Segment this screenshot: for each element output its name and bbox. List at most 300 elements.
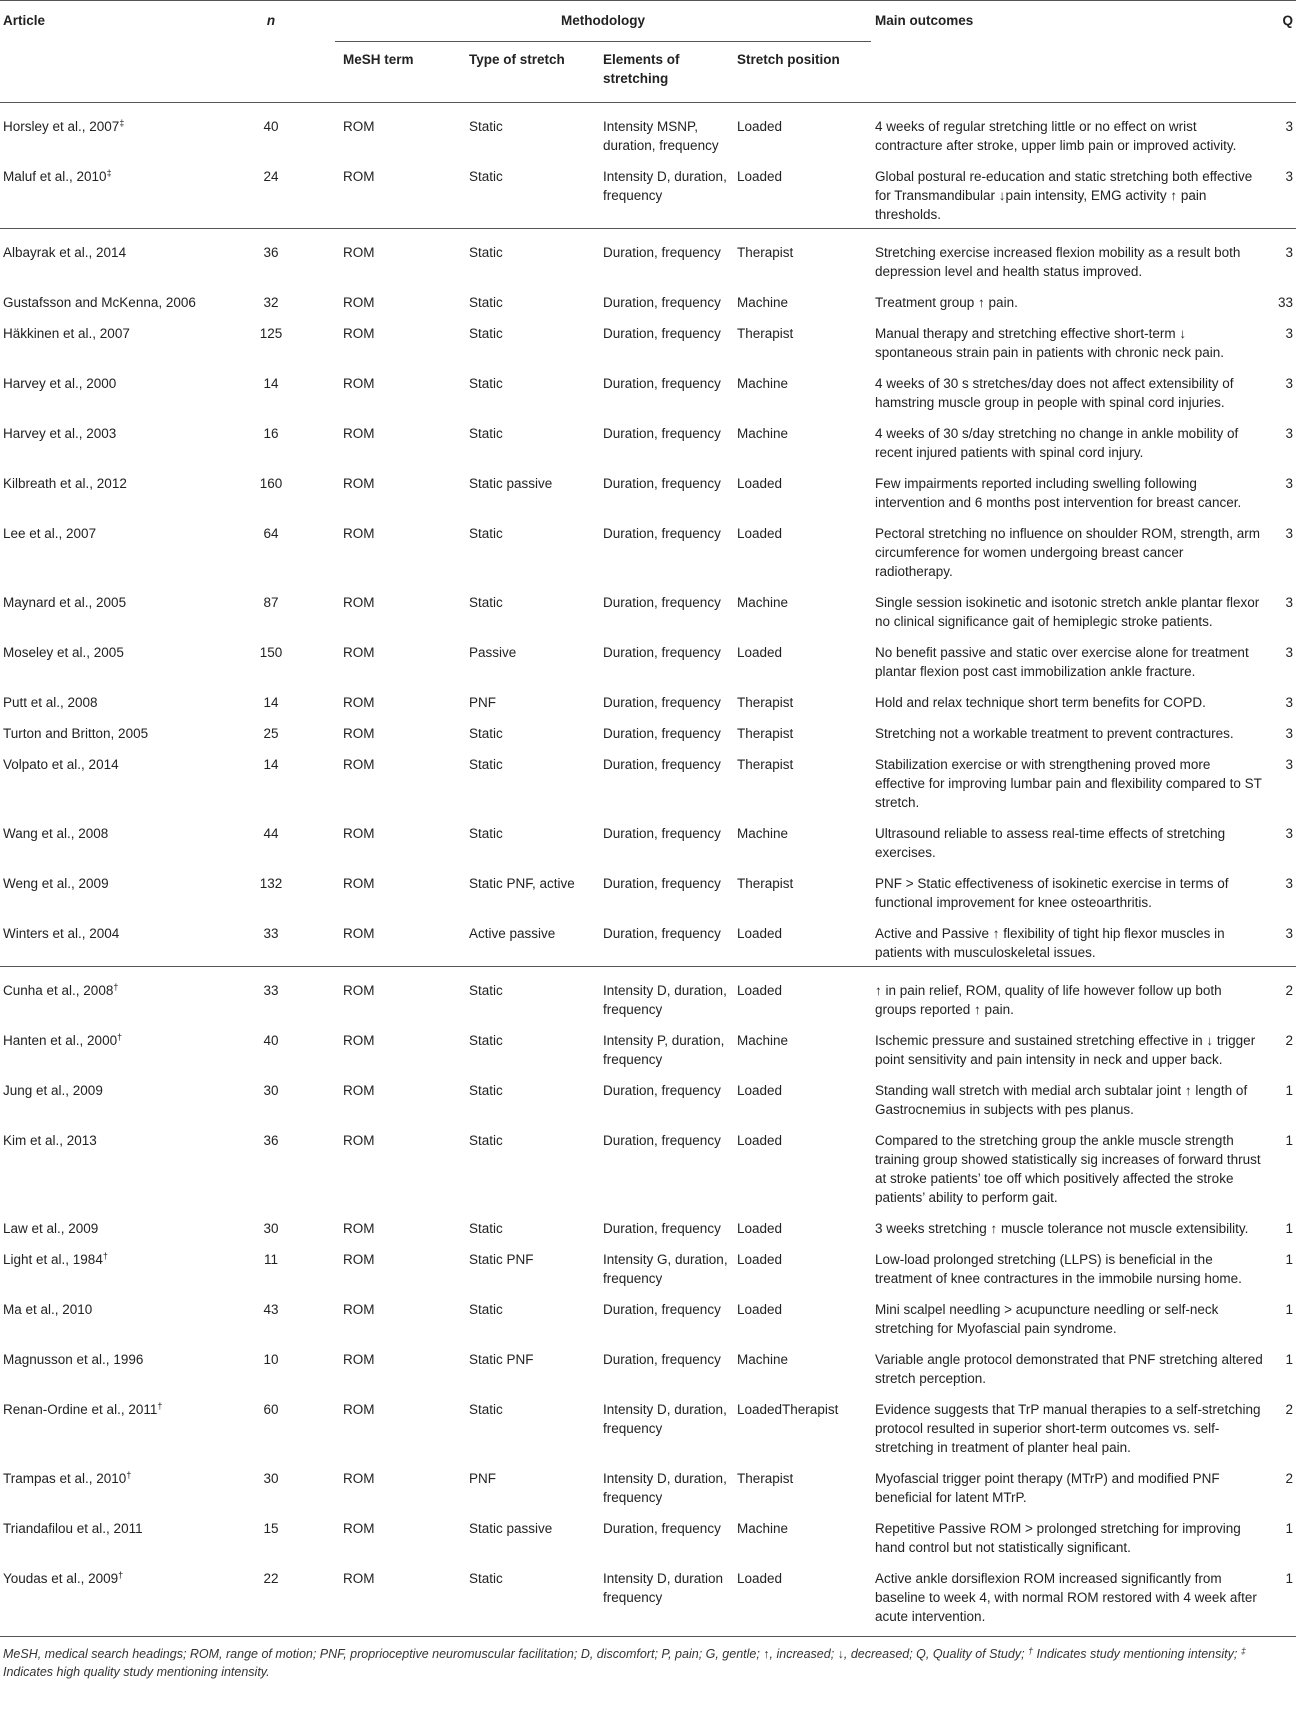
- cell-article-text: Magnusson et al., 1996: [3, 1352, 144, 1367]
- cell-quality-text: 2: [1285, 1033, 1293, 1048]
- cell-stretch-position-text: Loaded: [737, 926, 783, 941]
- cell-n-text: 14: [263, 695, 279, 710]
- cell-main-outcome: [871, 1242, 1263, 1292]
- cell-n-text: 40: [263, 119, 279, 134]
- intensity-mark: †: [126, 1470, 132, 1480]
- cell-quality: [1263, 716, 1296, 747]
- table-row: [0, 516, 1296, 585]
- table-row: [0, 229, 1296, 286]
- table-row: [0, 1342, 1296, 1392]
- cell-quality: [1263, 1242, 1296, 1292]
- cell-elements-text: Duration, frequency: [603, 1521, 721, 1536]
- cell-elements: [603, 916, 737, 967]
- cell-n-text: 36: [263, 1133, 279, 1148]
- cell-elements: [603, 816, 737, 866]
- cell-quality: [1263, 866, 1296, 916]
- cell-quality-text: 2: [1285, 1402, 1293, 1417]
- cell-n-text: 15: [263, 1521, 279, 1536]
- cell-quality: [1263, 366, 1296, 416]
- cell-main-outcome: [871, 103, 1263, 160]
- cell-elements: [603, 1342, 737, 1392]
- cell-stretch-position: [737, 685, 871, 716]
- cell-n: [221, 1511, 335, 1561]
- cell-elements: [603, 967, 737, 1024]
- cell-main-outcome-text: Pectoral stretching no influence on shoulder ROM, strength, arm circumference for women undergoing breast cancer radiotherapy.: [875, 526, 1260, 579]
- cell-quality: [1263, 816, 1296, 866]
- cell-stretch-position-text: LoadedTherapist: [737, 1402, 839, 1417]
- cell-stretch-position: [737, 1461, 871, 1511]
- cell-quality-text: 2: [1285, 1471, 1293, 1486]
- cell-quality: [1263, 516, 1296, 585]
- cell-type-of-stretch: [469, 1211, 603, 1242]
- cell-n-text: 32: [263, 295, 279, 310]
- cell-stretch-position: [737, 1292, 871, 1342]
- cell-n-text: 44: [263, 826, 279, 841]
- cell-elements-text: Duration, frequency: [603, 645, 721, 660]
- cell-article: [0, 916, 221, 967]
- cell-type-of-stretch-text: Passive: [469, 645, 517, 660]
- cell-n: [221, 1461, 335, 1511]
- cell-n: [221, 466, 335, 516]
- cell-elements-text: Duration, frequency: [603, 1302, 721, 1317]
- cell-type-of-stretch: [469, 585, 603, 635]
- cell-type-of-stretch-text: Static: [469, 295, 503, 310]
- cell-main-outcome: [871, 685, 1263, 716]
- cell-main-outcome: [871, 1073, 1263, 1123]
- cell-stretch-position-text: Loaded: [737, 1571, 783, 1586]
- cell-mesh-term: [335, 967, 469, 1024]
- cell-quality: [1263, 916, 1296, 967]
- table-row: [0, 416, 1296, 466]
- cell-quality-text: 2: [1285, 983, 1293, 998]
- cell-mesh-term-text: ROM: [343, 245, 375, 260]
- cell-elements-text: Intensity G, duration, frequency: [603, 1252, 728, 1286]
- cell-type-of-stretch: [469, 103, 603, 160]
- cell-type-of-stretch-text: Static: [469, 757, 503, 772]
- cell-stretch-position: [737, 159, 871, 229]
- cell-mesh-term-text: ROM: [343, 826, 375, 841]
- footnote-dagger-mark: †: [1028, 1646, 1034, 1656]
- cell-mesh-term-text: ROM: [343, 476, 375, 491]
- cell-quality-text: 3: [1285, 245, 1293, 260]
- cell-quality: [1263, 229, 1296, 286]
- cell-main-outcome: [871, 1561, 1263, 1637]
- cell-mesh-term-text: ROM: [343, 876, 375, 891]
- cell-elements: [603, 1392, 737, 1461]
- cell-main-outcome-text: PNF > Static effectiveness of isokinetic exercise in terms of functional improvement for knee osteoarthritis.: [875, 876, 1229, 910]
- footnote-ddagger-text: Indicates high quality study mentioning intensity.: [3, 1665, 270, 1679]
- cell-stretch-position-text: Loaded: [737, 476, 783, 491]
- cell-type-of-stretch: [469, 1392, 603, 1461]
- cell-quality: [1263, 1023, 1296, 1073]
- cell-main-outcome: [871, 916, 1263, 967]
- cell-article: [0, 466, 221, 516]
- table-row: [0, 816, 1296, 866]
- cell-mesh-term-text: ROM: [343, 295, 375, 310]
- cell-stretch-position-text: Therapist: [737, 695, 794, 710]
- cell-main-outcome: [871, 585, 1263, 635]
- cell-n-text: 40: [263, 1033, 279, 1048]
- cell-mesh-term-text: ROM: [343, 1471, 375, 1486]
- cell-main-outcome: [871, 747, 1263, 816]
- cell-stretch-position: [737, 466, 871, 516]
- cell-n: [221, 416, 335, 466]
- cell-type-of-stretch-text: Static: [469, 595, 503, 610]
- cell-quality-text: 1: [1285, 1252, 1293, 1267]
- cell-article-text: Trampas et al., 2010: [3, 1471, 127, 1486]
- cell-article-text: Horsley et al., 2007: [3, 119, 120, 134]
- cell-type-of-stretch-text: Static: [469, 326, 503, 341]
- cell-stretch-position: [737, 316, 871, 366]
- cell-main-outcome: [871, 967, 1263, 1024]
- table-row: [0, 967, 1296, 1024]
- cell-type-of-stretch-text: Static: [469, 1033, 503, 1048]
- cell-stretch-position-text: Machine: [737, 1352, 789, 1367]
- cell-type-of-stretch-text: Static: [469, 983, 503, 998]
- table-row: [0, 159, 1296, 229]
- cell-article-text: Cunha et al., 2008: [3, 983, 114, 998]
- cell-quality: [1263, 585, 1296, 635]
- cell-mesh-term: [335, 516, 469, 585]
- cell-elements-text: Duration, frequency: [603, 1133, 721, 1148]
- cell-article: [0, 685, 221, 716]
- cell-elements-text: Duration, frequency: [603, 426, 721, 441]
- table-row: [0, 1511, 1296, 1561]
- cell-article: [0, 967, 221, 1024]
- cell-n: [221, 816, 335, 866]
- cell-type-of-stretch: [469, 1511, 603, 1561]
- cell-stretch-position-text: Therapist: [737, 726, 794, 741]
- cell-stretch-position-text: Machine: [737, 826, 789, 841]
- cell-mesh-term-text: ROM: [343, 645, 375, 660]
- cell-article-text: Hanten et al., 2000: [3, 1033, 118, 1048]
- cell-stretch-position-text: Machine: [737, 1521, 789, 1536]
- cell-article-text: Jung et al., 2009: [3, 1083, 103, 1098]
- cell-type-of-stretch-text: Static: [469, 526, 503, 541]
- cell-quality-text: 3: [1285, 876, 1293, 891]
- cell-type-of-stretch: [469, 1561, 603, 1637]
- table-row: [0, 1023, 1296, 1073]
- cell-article: [0, 747, 221, 816]
- cell-stretch-position: [737, 1342, 871, 1392]
- cell-quality: [1263, 416, 1296, 466]
- table-row: [0, 716, 1296, 747]
- cell-n: [221, 685, 335, 716]
- cell-mesh-term-text: ROM: [343, 926, 375, 941]
- cell-n: [221, 1242, 335, 1292]
- cell-quality-text: 3: [1285, 695, 1293, 710]
- cell-stretch-position-text: Loaded: [737, 1252, 783, 1267]
- cell-n-text: 87: [263, 595, 279, 610]
- cell-mesh-term-text: ROM: [343, 169, 375, 184]
- cell-article: [0, 159, 221, 229]
- cell-stretch-position: [737, 747, 871, 816]
- cell-quality-text: 1: [1285, 1302, 1293, 1317]
- table-row: [0, 466, 1296, 516]
- cell-quality-text: 3: [1285, 645, 1293, 660]
- cell-elements: [603, 1292, 737, 1342]
- cell-main-outcome-text: Stretching not a workable treatment to prevent contractures.: [875, 726, 1234, 741]
- cell-n: [221, 1211, 335, 1242]
- cell-n-text: 14: [263, 757, 279, 772]
- cell-type-of-stretch: [469, 866, 603, 916]
- cell-n: [221, 1561, 335, 1637]
- cell-type-of-stretch-text: Static: [469, 1402, 503, 1417]
- intensity-mark: †: [118, 1570, 124, 1580]
- cell-mesh-term: [335, 1292, 469, 1342]
- cell-quality: [1263, 1461, 1296, 1511]
- intensity-mark: ‡: [119, 118, 125, 128]
- cell-elements: [603, 685, 737, 716]
- cell-main-outcome: [871, 1211, 1263, 1242]
- cell-stretch-position-text: Machine: [737, 376, 789, 391]
- cell-elements-text: Duration, frequency: [603, 1221, 721, 1236]
- table-row: [0, 1461, 1296, 1511]
- cell-n-text: 33: [263, 926, 279, 941]
- cell-elements-text: Duration, frequency: [603, 245, 721, 260]
- cell-quality-text: 3: [1285, 119, 1293, 134]
- cell-elements: [603, 747, 737, 816]
- cell-article: [0, 316, 221, 366]
- cell-stretch-position-text: Machine: [737, 295, 789, 310]
- cell-n-text: 24: [263, 169, 279, 184]
- cell-n-text: 33: [263, 983, 279, 998]
- cell-type-of-stretch-text: Static: [469, 1302, 503, 1317]
- cell-n: [221, 716, 335, 747]
- cell-article-text: Youdas et al., 2009: [3, 1571, 119, 1586]
- cell-article: [0, 285, 221, 316]
- cell-article: [0, 1023, 221, 1073]
- table-row: [0, 1123, 1296, 1211]
- cell-type-of-stretch-text: Static: [469, 426, 503, 441]
- cell-main-outcome-text: 4 weeks of regular stretching little or no effect on wrist contracture after stroke, upper limb pain or improved activity.: [875, 119, 1237, 153]
- cell-mesh-term-text: ROM: [343, 1302, 375, 1317]
- cell-mesh-term-text: ROM: [343, 695, 375, 710]
- cell-type-of-stretch: [469, 967, 603, 1024]
- header-mesh-term: MeSH term: [343, 52, 414, 67]
- cell-main-outcome-text: 3 weeks stretching ↑ muscle tolerance not muscle extensibility.: [875, 1221, 1249, 1236]
- cell-main-outcome-text: Stabilization exercise or with strengthening proved more effective for improving lumbar pain and flexibility compared to ST stretch.: [875, 757, 1262, 810]
- intensity-mark: †: [157, 1401, 163, 1411]
- cell-type-of-stretch-text: Static: [469, 1571, 503, 1586]
- cell-main-outcome-text: No benefit passive and static over exercise alone for treatment plantar flexion post cast immobilization ankle fracture.: [875, 645, 1249, 679]
- header-type-of-stretch: Type of stretch: [469, 52, 565, 67]
- cell-elements: [603, 1073, 737, 1123]
- cell-mesh-term: [335, 1211, 469, 1242]
- cell-mesh-term: [335, 285, 469, 316]
- cell-article-text: Harvey et al., 2003: [3, 426, 117, 441]
- cell-main-outcome-text: Ischemic pressure and sustained stretching effective in ↓ trigger point sensitivity and pain intensity in neck and upper back.: [875, 1033, 1256, 1067]
- cell-n-text: 30: [263, 1221, 279, 1236]
- cell-stretch-position-text: Machine: [737, 595, 789, 610]
- cell-mesh-term: [335, 916, 469, 967]
- cell-main-outcome-text: Hold and relax technique short term benefits for COPD.: [875, 695, 1206, 710]
- cell-article: [0, 816, 221, 866]
- cell-mesh-term: [335, 635, 469, 685]
- cell-n-text: 16: [263, 426, 279, 441]
- cell-elements-text: Duration, frequency: [603, 295, 721, 310]
- cell-n: [221, 103, 335, 160]
- table-row: [0, 866, 1296, 916]
- footnote-dagger-text: Indicates study mentioning intensity;: [1036, 1647, 1238, 1661]
- cell-main-outcome: [871, 1392, 1263, 1461]
- cell-type-of-stretch-text: Static: [469, 826, 503, 841]
- cell-stretch-position: [737, 1511, 871, 1561]
- cell-mesh-term: [335, 747, 469, 816]
- cell-article-text: Volpato et al., 2014: [3, 757, 119, 772]
- cell-main-outcome-text: Global postural re-education and static stretching both effective for Transmandibular ↓pain intensity, EMG activity ↑ pain thresholds.: [875, 169, 1253, 222]
- cell-article-text: Putt et al., 2008: [3, 695, 98, 710]
- cell-stretch-position-text: Loaded: [737, 1133, 783, 1148]
- cell-article: [0, 1392, 221, 1461]
- cell-stretch-position: [737, 1073, 871, 1123]
- cell-elements-text: Duration, frequency: [603, 1083, 721, 1098]
- cell-mesh-term: [335, 1511, 469, 1561]
- cell-stretch-position-text: Loaded: [737, 983, 783, 998]
- footnote-abbreviations: MeSH, medical search headings; ROM, range of motion; PNF, proprioceptive neuromuscular facilitation; D, discomfort; P, pain; G, gentle; ↑, increased; ↓, decreased; Q, Quality of Study;: [3, 1647, 1025, 1661]
- table-header: [0, 1, 1296, 103]
- cell-main-outcome-text: Single session isokinetic and isotonic stretch ankle plantar flexor no clinical significance gait of hemiplegic stroke patients.: [875, 595, 1260, 629]
- cell-article-text: Ma et al., 2010: [3, 1302, 93, 1317]
- cell-elements-text: Intensity MSNP, duration, frequency: [603, 119, 719, 153]
- cell-main-outcome: [871, 1123, 1263, 1211]
- cell-quality: [1263, 159, 1296, 229]
- cell-elements: [603, 416, 737, 466]
- cell-quality-text: 1: [1285, 1083, 1293, 1098]
- cell-article-text: Light et al., 1984: [3, 1252, 103, 1267]
- cell-elements-text: Intensity D, duration, frequency: [603, 1471, 727, 1505]
- cell-stretch-position-text: Loaded: [737, 1221, 783, 1236]
- cell-article-text: Triandafilou et al., 2011: [3, 1521, 143, 1536]
- cell-quality: [1263, 1211, 1296, 1242]
- cell-stretch-position: [737, 1123, 871, 1211]
- intensity-mark: †: [113, 982, 119, 992]
- cell-article: [0, 1242, 221, 1292]
- cell-mesh-term-text: ROM: [343, 1571, 375, 1586]
- cell-stretch-position-text: Loaded: [737, 1083, 783, 1098]
- cell-elements-text: Duration, frequency: [603, 826, 721, 841]
- cell-type-of-stretch-text: Static passive: [469, 1521, 553, 1536]
- cell-stretch-position: [737, 585, 871, 635]
- cell-main-outcome: [871, 635, 1263, 685]
- cell-stretch-position-text: Loaded: [737, 526, 783, 541]
- table-body: [0, 103, 1296, 1637]
- cell-n-text: 11: [263, 1252, 278, 1267]
- cell-elements: [603, 285, 737, 316]
- cell-main-outcome: [871, 1023, 1263, 1073]
- cell-quality: [1263, 685, 1296, 716]
- cell-quality: [1263, 1511, 1296, 1561]
- cell-article: [0, 1561, 221, 1637]
- cell-quality-text: 3: [1285, 326, 1293, 341]
- cell-n-text: 14: [263, 376, 279, 391]
- cell-article-text: Harvey et al., 2000: [3, 376, 117, 391]
- cell-n: [221, 747, 335, 816]
- cell-elements: [603, 516, 737, 585]
- cell-quality-text: 1: [1285, 1221, 1293, 1236]
- cell-quality: [1263, 466, 1296, 516]
- cell-elements-text: Intensity D, duration frequency: [603, 1571, 724, 1605]
- cell-mesh-term: [335, 1023, 469, 1073]
- cell-main-outcome-text: Evidence suggests that TrP manual therapies to a self-stretching protocol resulted in superior short-term outcomes vs. self-stretching in treatment of planter heal pain.: [875, 1402, 1261, 1455]
- cell-elements-text: Duration, frequency: [603, 326, 721, 341]
- cell-elements: [603, 103, 737, 160]
- cell-elements: [603, 1123, 737, 1211]
- table-row: [0, 366, 1296, 416]
- cell-main-outcome-text: 4 weeks of 30 s/day stretching no change in ankle mobility of recent injured patients with spinal cord injury.: [875, 426, 1239, 460]
- cell-mesh-term: [335, 316, 469, 366]
- cell-article: [0, 516, 221, 585]
- cell-type-of-stretch-text: Static PNF: [469, 1352, 534, 1367]
- cell-n-text: 36: [263, 245, 279, 260]
- cell-n: [221, 916, 335, 967]
- cell-stretch-position: [737, 366, 871, 416]
- cell-mesh-term: [335, 816, 469, 866]
- cell-stretch-position-text: Therapist: [737, 245, 794, 260]
- cell-article: [0, 366, 221, 416]
- cell-elements: [603, 1561, 737, 1637]
- cell-stretch-position: [737, 1211, 871, 1242]
- table-footnote: [0, 1637, 1296, 1681]
- cell-quality: [1263, 1292, 1296, 1342]
- cell-main-outcome-text: Ultrasound reliable to assess real-time effects of stretching exercises.: [875, 826, 1226, 860]
- cell-elements: [603, 866, 737, 916]
- cell-article: [0, 103, 221, 160]
- cell-elements-text: Duration, frequency: [603, 926, 721, 941]
- cell-stretch-position: [737, 1561, 871, 1637]
- cell-n: [221, 1292, 335, 1342]
- table-row: [0, 1292, 1296, 1342]
- cell-mesh-term: [335, 866, 469, 916]
- cell-article: [0, 1073, 221, 1123]
- cell-type-of-stretch: [469, 635, 603, 685]
- cell-main-outcome-text: Myofascial trigger point therapy (MTrP) and modified PNF beneficial for latent MTrP.: [875, 1471, 1220, 1505]
- cell-quality: [1263, 1561, 1296, 1637]
- cell-stretch-position-text: Therapist: [737, 757, 794, 772]
- cell-main-outcome: [871, 159, 1263, 229]
- cell-stretch-position: [737, 816, 871, 866]
- cell-type-of-stretch: [469, 716, 603, 747]
- cell-mesh-term-text: ROM: [343, 1252, 375, 1267]
- cell-quality: [1263, 967, 1296, 1024]
- header-main-outcomes: Main outcomes: [871, 1, 1263, 103]
- cell-elements: [603, 366, 737, 416]
- cell-type-of-stretch-text: Active passive: [469, 926, 556, 941]
- cell-main-outcome-text: Few impairments reported including swelling following intervention and 6 months post intervention for breast cancer.: [875, 476, 1242, 510]
- cell-type-of-stretch-text: Static: [469, 245, 503, 260]
- cell-article-text: Lee et al., 2007: [3, 526, 97, 541]
- cell-quality-text: 33: [1277, 295, 1293, 310]
- cell-n: [221, 159, 335, 229]
- cell-stretch-position: [737, 103, 871, 160]
- cell-article: [0, 716, 221, 747]
- cell-quality-text: 3: [1285, 757, 1293, 772]
- cell-mesh-term-text: ROM: [343, 1133, 375, 1148]
- cell-stretch-position: [737, 967, 871, 1024]
- cell-n: [221, 229, 335, 286]
- cell-n-text: 125: [259, 326, 283, 341]
- cell-n: [221, 1023, 335, 1073]
- cell-main-outcome-text: Manual therapy and stretching effective short-term ↓ spontaneous strain pain in patients with chronic neck pain.: [875, 326, 1224, 360]
- cell-type-of-stretch: [469, 1342, 603, 1392]
- cell-stretch-position: [737, 285, 871, 316]
- cell-article-text: Maynard et al., 2005: [3, 595, 127, 610]
- cell-n-text: 43: [263, 1302, 279, 1317]
- cell-article: [0, 1123, 221, 1211]
- cell-mesh-term-text: ROM: [343, 426, 375, 441]
- cell-quality-text: 3: [1285, 526, 1293, 541]
- cell-article-text: Kilbreath et al., 2012: [3, 476, 127, 491]
